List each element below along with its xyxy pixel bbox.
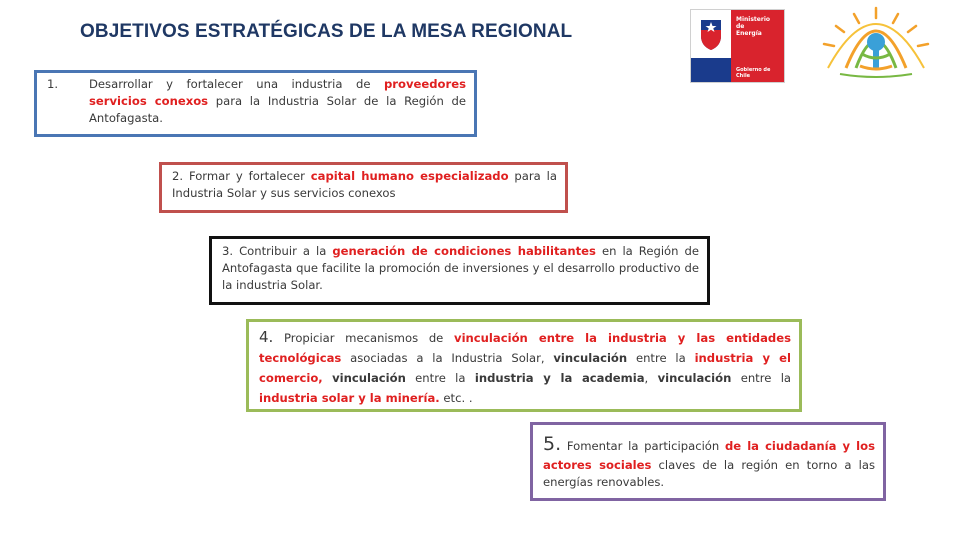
objective-4-text-part: etc. .	[439, 391, 473, 405]
page-title: OBJETIVOS ESTRATÉGICAS DE LA MESA REGIONAL	[80, 21, 573, 42]
ministry-footer: Gobierno de Chile	[736, 67, 771, 79]
ministry-name-line1: Ministerio de	[736, 16, 771, 30]
objective-2-text-part: para la Industria Solar y sus servicios conexos	[172, 169, 557, 200]
objective-1-number: 1.	[47, 77, 59, 91]
objective-5-number: 5.	[543, 433, 562, 455]
objective-3-highlight: generación de condiciones habilitantes	[332, 244, 596, 258]
objective-4-number: 4.	[259, 328, 274, 346]
objective-4-highlight: industria y el comercio,	[259, 351, 791, 385]
objective-4-box	[246, 319, 802, 412]
objective-2-box	[159, 162, 568, 213]
objective-2-highlight: capital humano especializado	[310, 169, 509, 183]
objective-4-highlight: industria solar y la minería.	[259, 391, 440, 405]
objective-5-highlight: de la ciudadanía y los actores sociales	[543, 439, 875, 472]
objective-4-highlight: vinculación entre la industria y las entidades tecnológicas	[259, 331, 791, 365]
objective-5-text-part: Fomentar la participación	[561, 439, 725, 453]
solar-sun-logo	[806, 4, 946, 78]
objective-1-text-part: para la Industria Solar de la Región de Antofagasta.	[89, 94, 467, 125]
objective-4-bold: vinculación	[332, 371, 406, 385]
objective-4-text-part: entre la	[627, 351, 695, 365]
objective-1-box	[34, 70, 477, 137]
coat-of-arms-icon	[697, 16, 725, 52]
objective-3-number: 3.	[222, 244, 234, 258]
objective-4-text-part: asociadas a la Industria Solar,	[341, 351, 554, 365]
objective-5-text-part: claves de la región en torno a las energías renovables.	[543, 458, 875, 489]
objective-4-bold: industria y la academia	[474, 371, 645, 385]
objective-3-text-part: Contribuir a la	[233, 244, 333, 258]
objective-1-text-part: Desarrollar y fortalecer una industria de	[89, 77, 384, 91]
objective-5-box	[530, 422, 886, 501]
objective-4-text-part: ,	[644, 371, 658, 385]
objective-1-highlight: proveedores servicios conexos	[89, 77, 466, 108]
objective-1-text	[89, 76, 466, 127]
objective-4-bold: vinculación	[553, 351, 628, 365]
ministerio-energia-logo	[691, 10, 784, 82]
ministry-name-line2: Energía	[736, 30, 762, 37]
objective-4-text-part	[323, 371, 332, 385]
objective-3-text-part: en la Región de Antofagasta que facilite la promoción de inversiones y el desarrollo productivo de la industria Solar.	[222, 244, 700, 292]
objective-4-text-part: entre la	[731, 371, 792, 385]
objective-2-text-part: Formar y fortalecer	[183, 169, 311, 183]
objective-4-bold: vinculación	[657, 371, 732, 385]
objective-4-text-part: entre la	[405, 371, 475, 385]
objective-3-box	[209, 236, 710, 305]
objective-2-number: 2.	[172, 169, 184, 183]
objective-4-text-part: Propiciar mecanismos de	[273, 331, 455, 345]
